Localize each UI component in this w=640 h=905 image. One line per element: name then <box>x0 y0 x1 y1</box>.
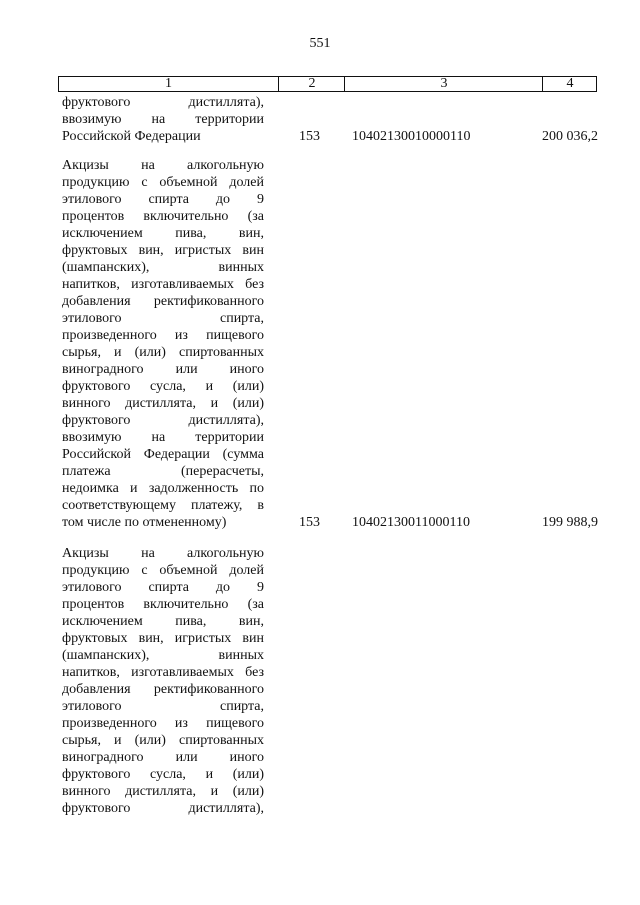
description-line: (шампанских), винных <box>62 260 264 275</box>
description-line: фруктовых вин, игристых вин <box>62 243 264 258</box>
description-line: Акцизы на алкогольную <box>62 158 264 173</box>
description-line: фруктового дистиллята), <box>62 801 264 816</box>
kbk-code-cell: 10402130010000110 <box>352 129 471 144</box>
description-line: ввозимую на территории <box>62 112 264 127</box>
amount-cell: 199 988,9 <box>542 515 598 530</box>
description-line: исключением пива, вин, <box>62 226 264 241</box>
description-line: винного дистиллята, и (или) <box>62 396 264 411</box>
description-line: напитков, изготавливаемых без <box>62 665 264 680</box>
description-line: продукцию с объемной долей <box>62 563 264 578</box>
description-line: виноградного или иного <box>62 750 264 765</box>
description-line: платежа (перерасчеты, <box>62 464 264 479</box>
description-line: Российской Федерации <box>62 129 201 144</box>
description-line: ввозимую на территории <box>62 430 264 445</box>
description-line: Акцизы на алкогольную <box>62 546 264 561</box>
column-header-3: 3 <box>344 77 543 91</box>
description-line: (шампанских), винных <box>62 648 264 663</box>
description-line: этилового спирта до 9 <box>62 580 264 595</box>
description-line: этилового спирта, <box>62 699 264 714</box>
column-header-row <box>58 76 597 92</box>
description-line: добавления ректификованного <box>62 294 264 309</box>
row-description <box>62 94 264 145</box>
description-line: сырья, и (или) спиртованных <box>62 345 264 360</box>
admin-code-cell: 153 <box>299 515 320 530</box>
page-number: 551 <box>309 36 331 51</box>
amount-cell: 200 036,2 <box>542 129 598 144</box>
description-line: этилового спирта до 9 <box>62 192 264 207</box>
description-line: винного дистиллята, и (или) <box>62 784 264 799</box>
row-description <box>62 545 264 817</box>
description-line: процентов включительно (за <box>62 209 264 224</box>
description-line: фруктового дистиллята), <box>62 95 264 110</box>
description-line: фруктовых вин, игристых вин <box>62 631 264 646</box>
description-line: фруктового дистиллята), <box>62 413 264 428</box>
description-line: исключением пива, вин, <box>62 614 264 629</box>
description-line: напитков, изготавливаемых без <box>62 277 264 292</box>
description-line: этилового спирта, <box>62 311 264 326</box>
description-line: добавления ректификованного <box>62 682 264 697</box>
description-line: продукцию с объемной долей <box>62 175 264 190</box>
description-line: произведенного из пищевого <box>62 716 264 731</box>
description-line: том числе по отмененному) <box>62 515 227 530</box>
description-line: сырья, и (или) спиртованных <box>62 733 264 748</box>
column-header-2: 2 <box>278 77 345 91</box>
row-description <box>62 157 264 531</box>
description-line: Российской Федерации (сумма <box>62 447 264 462</box>
description-line: процентов включительно (за <box>62 597 264 612</box>
description-line: произведенного из пищевого <box>62 328 264 343</box>
description-line: фруктового сусла, и (или) <box>62 767 264 782</box>
description-line: недоимка и задолженность по <box>62 481 264 496</box>
admin-code-cell: 153 <box>299 129 320 144</box>
column-header-4: 4 <box>542 77 597 91</box>
description-line: виноградного или иного <box>62 362 264 377</box>
kbk-code-cell: 10402130011000110 <box>352 515 470 530</box>
description-line: соответствующему платежу, в <box>62 498 264 513</box>
description-line: фруктового сусла, и (или) <box>62 379 264 394</box>
column-header-1: 1 <box>165 76 172 91</box>
